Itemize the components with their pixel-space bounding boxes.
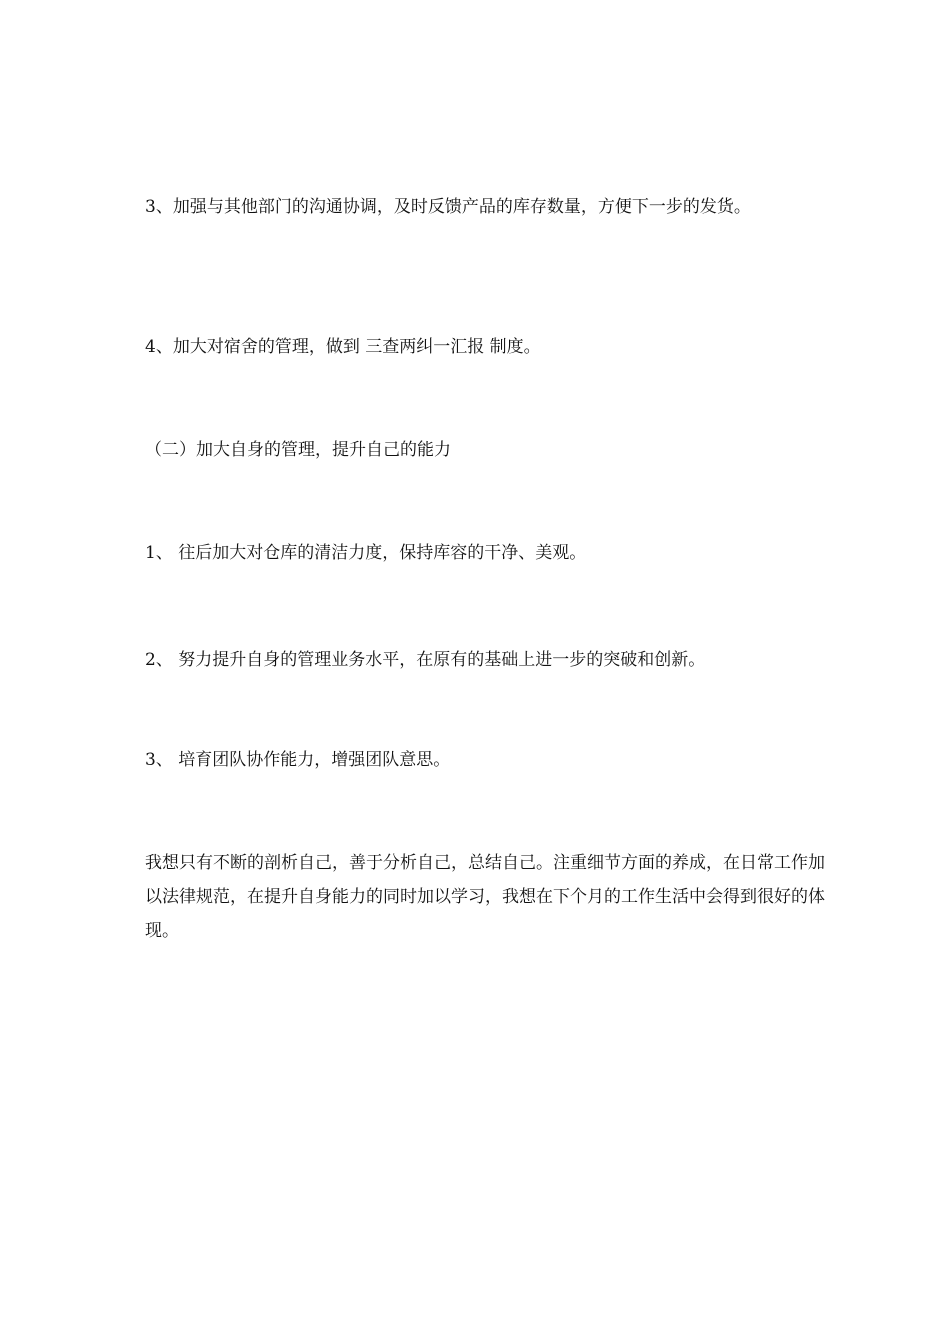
closing-paragraph: 我想只有不断的剖析自己，善于分析自己，总结自己。注重细节方面的养成，在日常工作加以法律规范，在提升自身能力的同时加以学习，我想在下个月的工作生活中会得到很好的体现。 xyxy=(145,853,825,941)
paragraph-item-1-cleaning: 1、 往后加大对仓库的清洁力度，保持库容的干净、美观。 xyxy=(145,543,587,563)
paragraph-item-2-improvement: 2、 努力提升自身的管理业务水平，在原有的基础上进一步的突破和创新。 xyxy=(145,650,706,670)
paragraph-item-3-teamwork: 3、 培育团队协作能力，增强团队意思。 xyxy=(145,750,451,770)
section-heading-self-management: （二）加大自身的管理，提升自己的能力 xyxy=(145,440,451,460)
paragraph-item-4-dormitory: 4、加大对宿舍的管理，做到 三查两纠一汇报 制度。 xyxy=(145,337,541,357)
paragraph-item-3-communication: 3、加强与其他部门的沟通协调，及时反馈产品的库存数量，方便下一步的发货。 xyxy=(145,197,751,217)
